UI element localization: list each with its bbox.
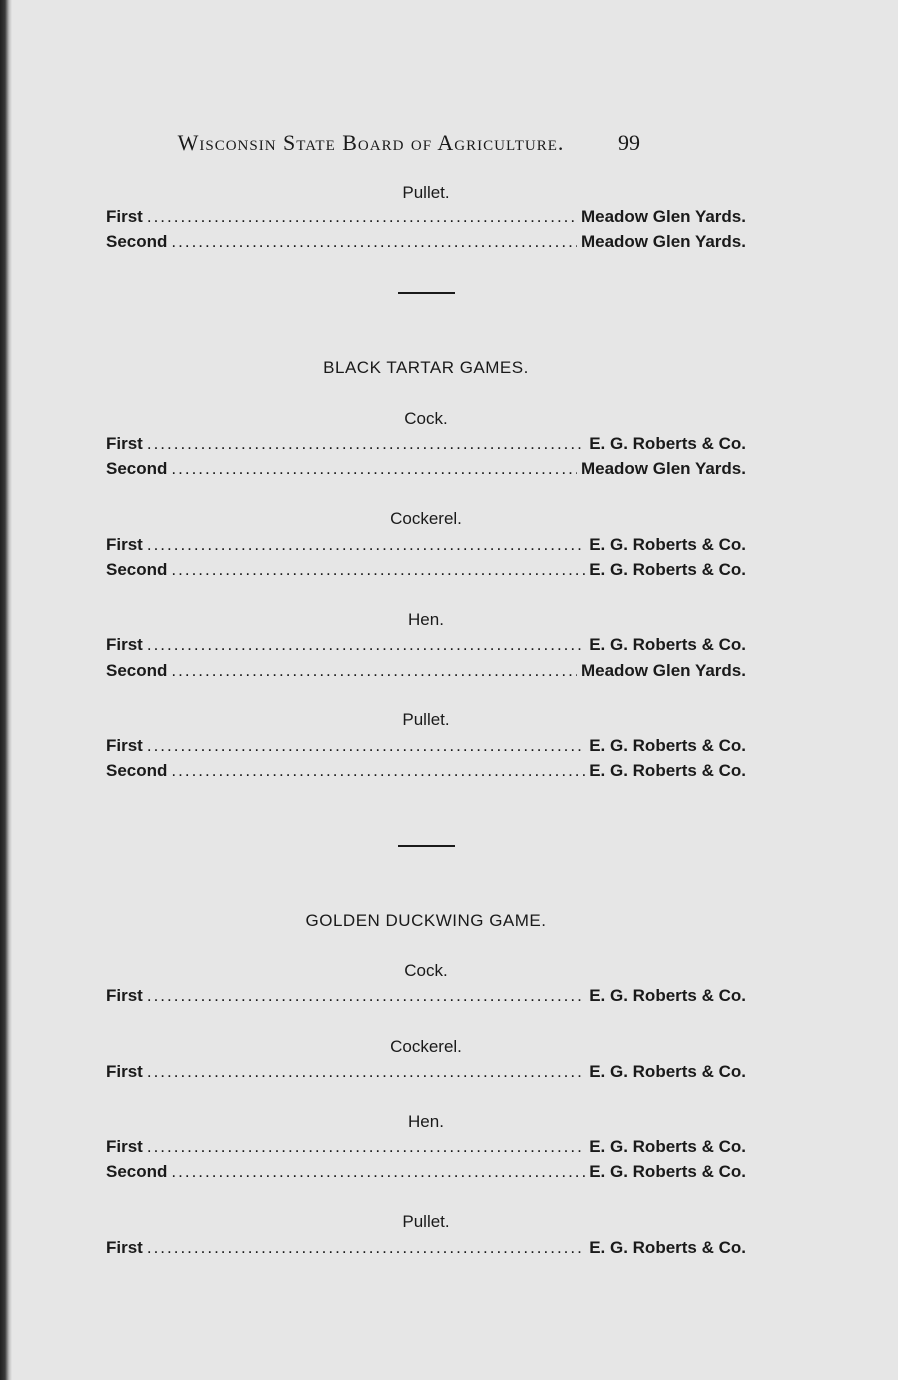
award-entry: [106, 1061, 746, 1083]
class-label-pullet: Pullet.: [402, 710, 450, 729]
section-title-black-tartar-games: BLACK TARTAR GAMES.: [323, 358, 529, 377]
class-label-cock: Cock.: [404, 961, 448, 980]
award-winner: E. G. Roberts & Co.: [589, 1238, 746, 1257]
award-place: First: [106, 736, 143, 755]
award-winner: E. G. Roberts & Co.: [589, 1137, 746, 1156]
dot-leader: [171, 1161, 585, 1183]
dot-leader: [171, 660, 577, 682]
award-place: Second: [106, 232, 168, 251]
award-place: Second: [106, 1162, 168, 1181]
dot-leader: [147, 1061, 585, 1083]
dot-leader: [147, 634, 585, 656]
award-winner: Meadow Glen Yards.: [580, 661, 746, 680]
section-divider-rule: [398, 292, 455, 294]
class-label-pullet: Pullet.: [402, 183, 450, 202]
award-entry: [106, 1237, 746, 1259]
award-place: First: [106, 1137, 143, 1156]
award-winner: E. G. Roberts & Co.: [589, 560, 746, 579]
dot-leader: [171, 559, 585, 581]
dot-leader: [147, 735, 585, 757]
section-divider-rule: [398, 845, 455, 847]
dot-leader: [147, 1237, 585, 1259]
award-winner: E. G. Roberts & Co.: [589, 761, 746, 780]
class-label-hen: Hen.: [408, 610, 444, 629]
award-entry: [106, 231, 746, 253]
award-entry: [106, 458, 746, 480]
dot-leader: [171, 458, 577, 480]
award-place: First: [106, 986, 143, 1005]
award-winner: Meadow Glen Yards.: [580, 207, 746, 226]
class-label-cockerel: Cockerel.: [390, 1037, 462, 1056]
award-place: First: [106, 434, 143, 453]
award-winner: E. G. Roberts & Co.: [589, 535, 746, 554]
award-entry: [106, 760, 746, 782]
class-label-cock: Cock.: [404, 409, 448, 428]
dot-leader: [147, 534, 585, 556]
dot-leader: [147, 985, 585, 1007]
award-place: Second: [106, 459, 168, 478]
dot-leader: [147, 433, 585, 455]
award-place: First: [106, 635, 143, 654]
award-entry: [106, 735, 746, 757]
award-entry: [106, 985, 746, 1007]
award-place: First: [106, 1238, 143, 1257]
award-entry: [106, 206, 746, 228]
dot-leader: [171, 231, 577, 253]
page-number: 99: [618, 130, 640, 155]
award-winner: E. G. Roberts & Co.: [589, 1162, 746, 1181]
award-entry: [106, 1161, 746, 1183]
award-entry: [106, 534, 746, 556]
award-winner: E. G. Roberts & Co.: [589, 986, 746, 1005]
award-winner: E. G. Roberts & Co.: [589, 736, 746, 755]
award-place: Second: [106, 761, 168, 780]
award-entry: [106, 634, 746, 656]
dot-leader: [171, 760, 585, 782]
page-binding-edge: [0, 0, 12, 1380]
award-winner: Meadow Glen Yards.: [580, 459, 746, 478]
award-winner: Meadow Glen Yards.: [580, 232, 746, 251]
dot-leader: [147, 1136, 585, 1158]
award-entry: [106, 660, 746, 682]
running-title: Wisconsin State Board of Agriculture.: [177, 130, 565, 155]
award-entry: [106, 433, 746, 455]
dot-leader: [147, 206, 577, 228]
award-place: First: [106, 1062, 143, 1081]
award-place: First: [106, 207, 143, 226]
award-place: Second: [106, 661, 168, 680]
class-label-cockerel: Cockerel.: [390, 509, 462, 528]
award-winner: E. G. Roberts & Co.: [589, 1062, 746, 1081]
class-label-pullet: Pullet.: [402, 1212, 450, 1231]
class-label-hen: Hen.: [408, 1112, 444, 1131]
award-place: First: [106, 535, 143, 554]
award-entry: [106, 1136, 746, 1158]
award-winner: E. G. Roberts & Co.: [589, 434, 746, 453]
award-entry: [106, 559, 746, 581]
award-winner: E. G. Roberts & Co.: [589, 635, 746, 654]
award-place: Second: [106, 560, 168, 579]
section-title-golden-duckwing-game: GOLDEN DUCKWING GAME.: [305, 911, 547, 930]
